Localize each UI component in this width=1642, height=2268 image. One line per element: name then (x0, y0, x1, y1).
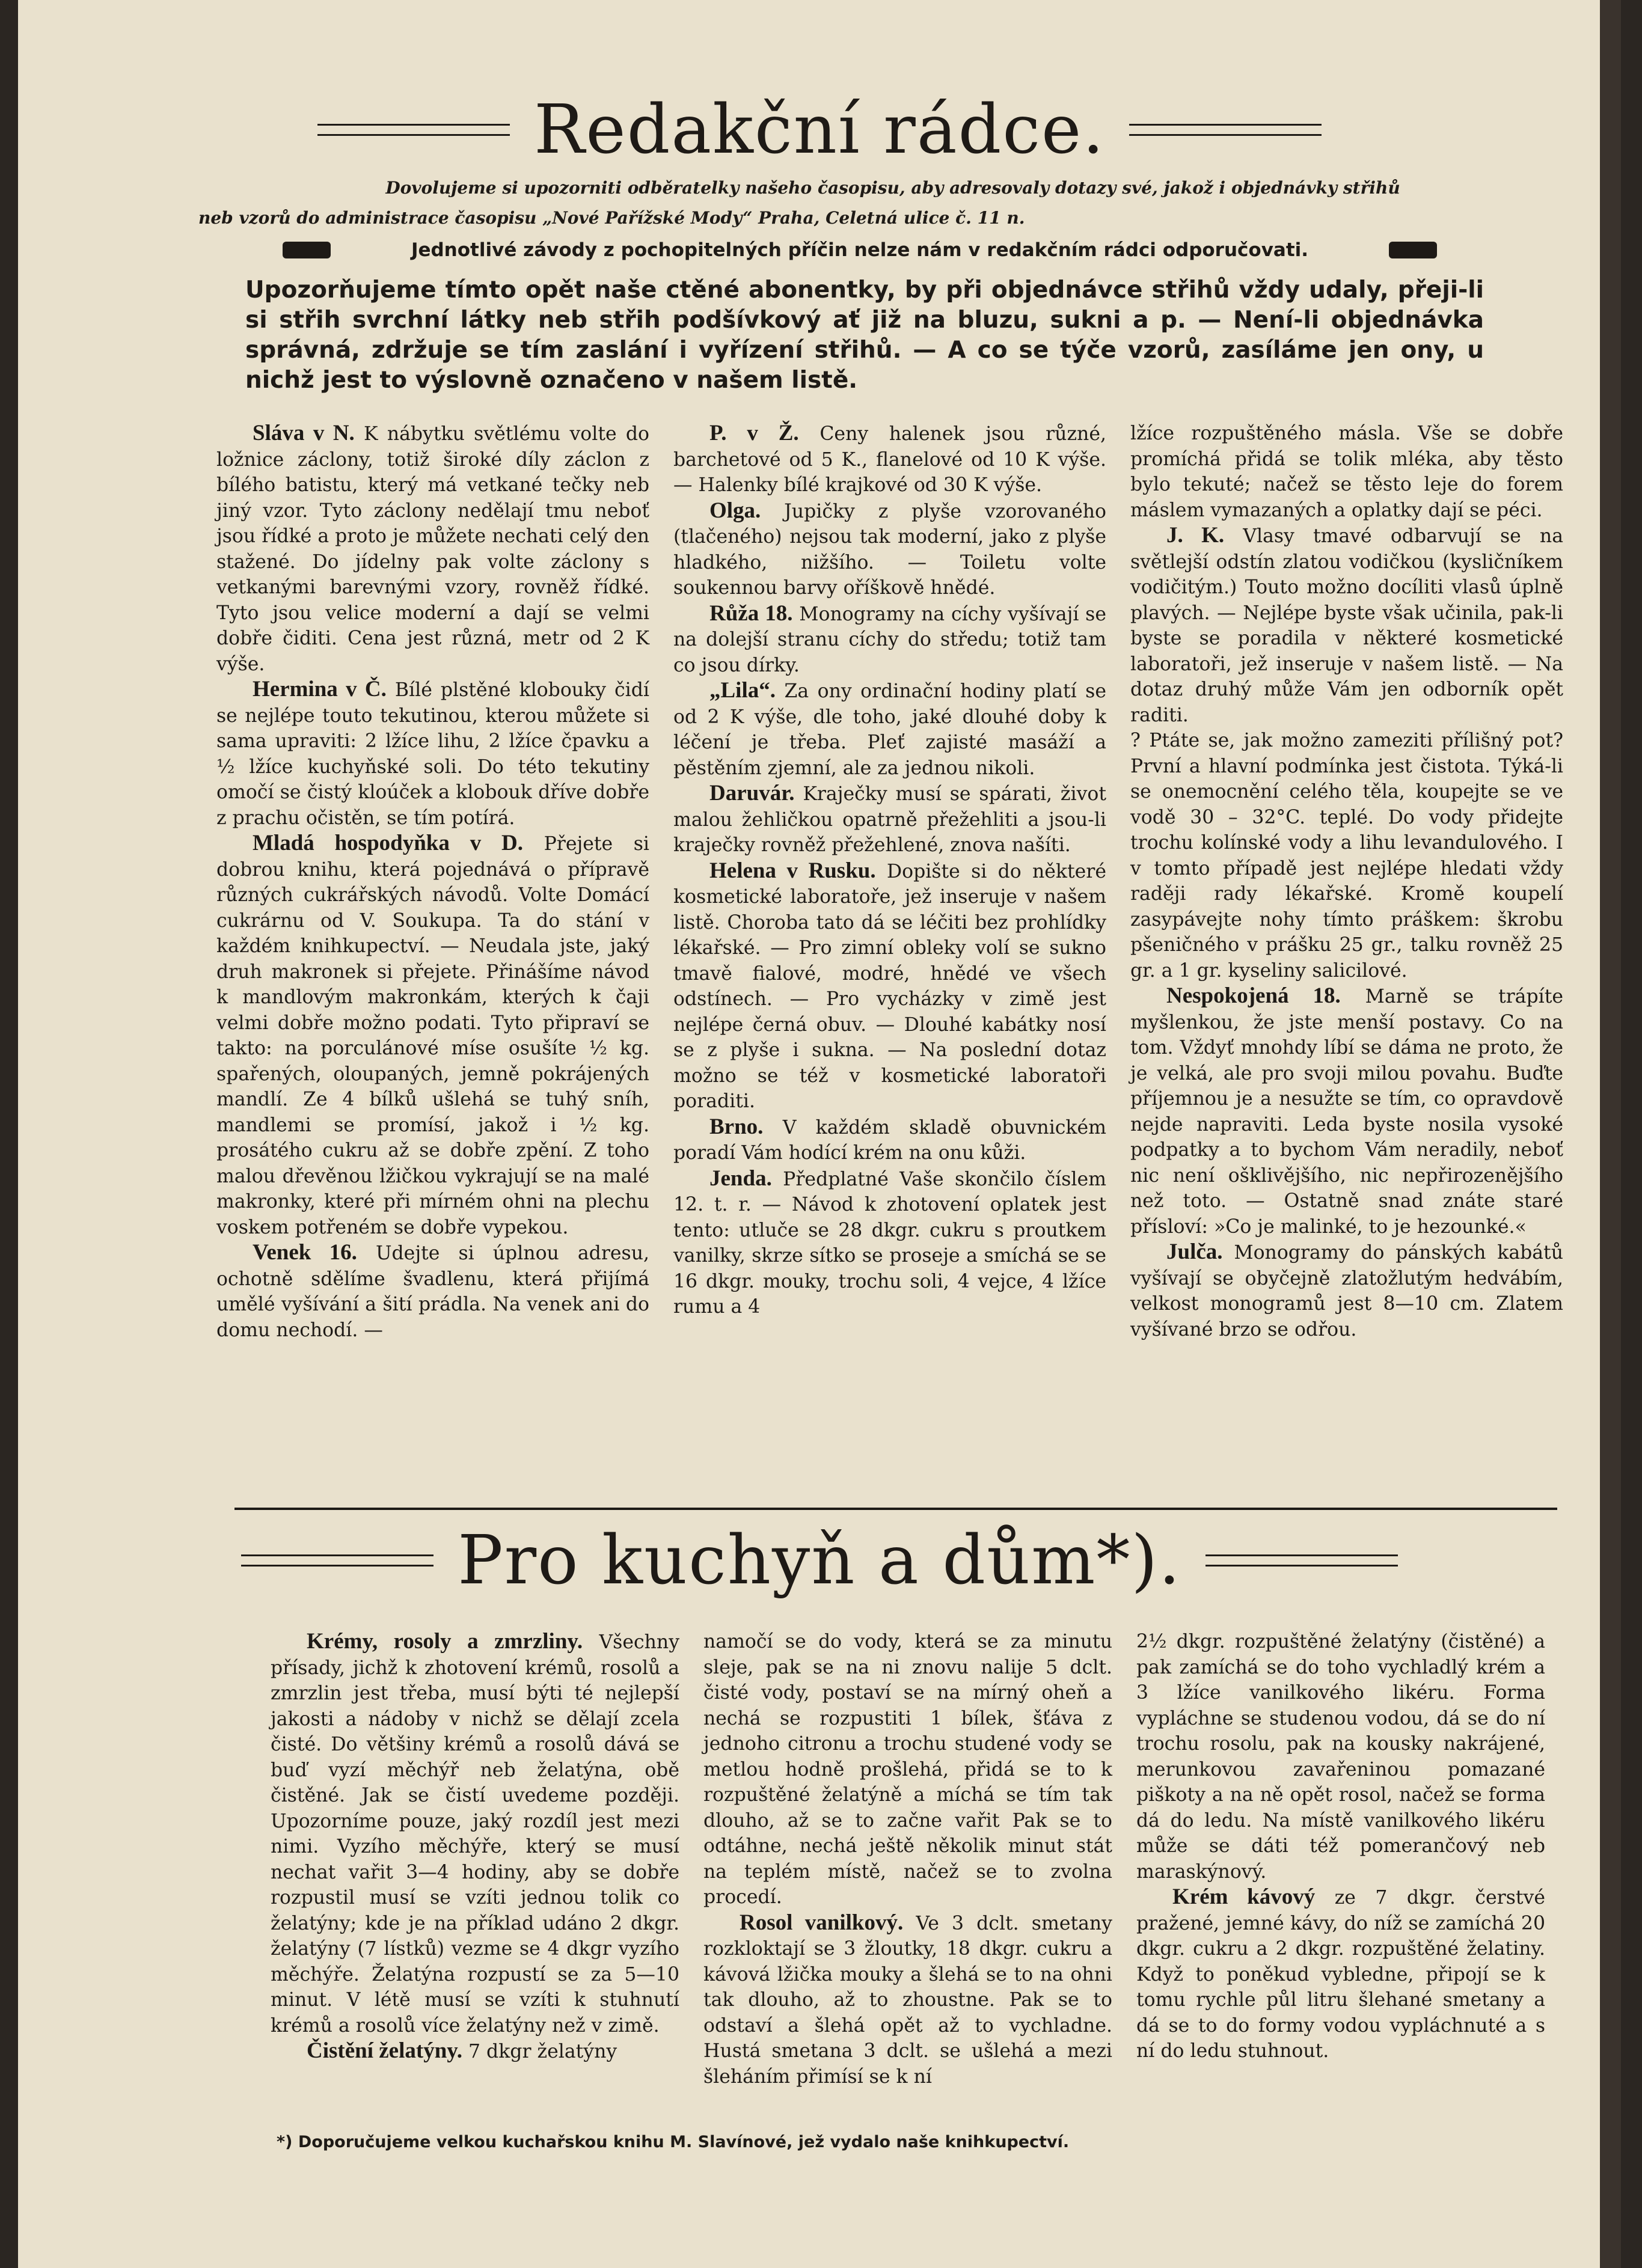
pointing-hand-icon (283, 242, 331, 258)
entry-text: Všechny přísady, jichž k zhotovení krémů, rosolů a zmrzlin jest třeba, musí býti té nejlepší jakosti a nádoby v nichž se dělají zcela čisté. Do většiny krémů a rosolů dává se buď vyzí měchýř neb želatýna, obě čistěné. Jak se čistí uvedeme později. Upozorníme pouze, jaký rozdíl jest mezi nimi. Vyzího měchýře, který se musí nechat vařit 3—4 hodiny, aby se dobře rozpustil musí se vzíti jednou tolik co želatýny; kde je na příklad udáno 2 dkgr. želatýny (7 lístků) vezme se 4 dkgr vyzího měchýře. Želatýna rozpustí se za 5—10 minut. V létě musí se vzíti k stuhnutí krémů a rosolů více želatýny než v zimě. (271, 1631, 679, 2037)
entry-paragraph (673, 1114, 1106, 1166)
entry-text: 7 dkgr želatýny (468, 2041, 617, 2062)
entry-paragraph (1136, 1884, 1545, 2064)
entry-heading: Krém kávový (1172, 1884, 1316, 1909)
entry-text: Marně se trápíte myšlenkou, že jste menší postavy. Co na tom. Vždyť mnohdy líbí se dáma ne proto, že je velká, ale pro svoji milou povahu. Buďte příjemnou je a nesužte se tím, co opravdově nejde napraviti. Leda byste nosila vysoké podpatky a to bychom Vám neradily, neboť nic není ošklivějšího, nic nepřirozenějšího než toto. — Ostatně snad znáte staré přísloví: »Co je malinké, to je hezounké.« (1130, 986, 1563, 1238)
entry-text: ze 7 dkgr. čerstvé pražené, jemné kávy, do níž se zamíchá 20 dkgr. cukru a 2 dkgr. rozpuštěné želatiny. Když to poněkud vybledne, připojí se k tomu rychle půl litru šlehané smetany a dá se to do formy vodou vypláchnuté a s ní do ledu stuhnout. (1136, 1887, 1545, 2062)
subscriber-notice: Upozorňujeme tímto opět naše ctěné abonentky, by při objednávce střihů vždy udaly, přeji-li si střih svrchní látky neb střih podšívkový ať již na bluzu, sukni a p. — Není-li objednávka správná, zdržuje se tím zaslání i vyřízení střihů. — A co se týče vzorů, zasíláme jen ony, u nichž jest to výslovně označeno v našem listě. (245, 277, 1484, 394)
page-edge (1600, 0, 1621, 2268)
magazine-page (18, 0, 1621, 2268)
entry-text: Udejte si úplnou adresu, ochotně sdělíme švadlenu, která přijímá umělé vyšívání a šití prádla. Na venek ani do domu nechodí. — (216, 1243, 650, 1341)
notice-line-2: neb vzorů do administrace časopisu „Nové Pařížské Mody“ Praha, Celetná ulice č. 11 n. (198, 208, 1025, 228)
entry-text: 2½ dkgr. rozpuštěné želatýny (čistěné) a pak zamíchá se do toho vychladlý krém a 3 lžíce vanilkového likéru. Forma vypláchne se studenou vodou, dá se do ní trochu rosolu, pak na kousky nakrájené, merunkovou zavařeninou pomazané piškoty a na ně opět rosol, načež se forma dá do ledu. Na místě vanilkového likéru může se dáti též pomerančový neb maraskýnový. (1136, 1631, 1545, 1883)
entry-text: lžíce rozpuštěného másla. Vše se dobře promíchá přidá se tolik mléka, aby těsto bylo tekuté; načež se těsto leje do forem máslem vymazaných a oplatky dají se péci. (1130, 423, 1563, 521)
entry-heading: Nespokojená 18. (1166, 983, 1341, 1008)
advice-column-3 (1130, 421, 1563, 1342)
entry-heading: Brno. (709, 1114, 764, 1139)
entry-paragraph (673, 678, 1106, 781)
entry-heading: Helena v Rusku. (709, 858, 876, 883)
footnote: *) Doporučujeme velkou kuchařskou knihu M. Slavínové, jež vydalo naše knihkupectví. (277, 2133, 1070, 2151)
entry-paragraph (216, 831, 649, 1240)
entry-text: namočí se do vody, která se za minutu sleje, pak se na ni znovu nalije 5 dclt. čisté vody, postaví se na mírný oheň a nechá se rozpustiti 1 bílek, šťáva z jednoho citronu a trochu studené vody se metlou hodně prošlehá, přidá se to k rozpuštěné želatýně a míchá se tím tak dlouho, až se to začne vařit Pak se to odtáhne, nechá ještě několik minut stát na teplém místě, načež se to zvolna procedí. (703, 1631, 1112, 1908)
section-title-row (18, 91, 1621, 169)
entry-paragraph (673, 421, 1106, 498)
entry-text: Jupičky z plyše vzorovaného (tlačeného) nejsou tak moderní, jako z plyše hladkého, nižšího. — Toiletu volte soukennou barvy oříškově hnědé. (673, 500, 1106, 599)
entry-paragraph (1130, 523, 1563, 728)
entry-paragraph (1130, 1239, 1563, 1342)
section-title-row (18, 1521, 1621, 1600)
page-binding (0, 0, 18, 2268)
kitchen-column-2 (703, 1629, 1112, 2089)
entry-heading: Sláva v N. (253, 421, 355, 445)
entry-text: Ceny halenek jsou různé, barchetové od 5 K., flanelové od 10 K výše. — Halenky bílé krajkové od 30 K výše. (673, 423, 1106, 496)
title-rule-left (241, 1554, 433, 1567)
entry-text: Dopište si do některé kosmetické laboratoře, jež inseruje v našem listě. Choroba tato dá se léčiti bez prohlídky lékařské. — Pro zimní obleky volí se sukno tmavě fialové, modré, hnědé ve všech odstínech. — Pro vycházky v zimě jest nejlépe černá obuv. — Dlouhé kabátky nosí se z plyše i sukna. — Na poslední dotaz možno se též v kosmetické laboratoři poraditi. (673, 860, 1107, 1112)
section-divider (234, 1508, 1557, 1510)
advice-column-2 (673, 421, 1106, 1320)
entry-text: V každém skladě obuvnickém poradí Vám hodící krém na onu kůži. (673, 1116, 1107, 1164)
entry-heading: Julča. (1166, 1239, 1223, 1264)
entry-heading: Růža 18. (709, 601, 793, 626)
entry-text: Přejete si dobrou knihu, která pojednává o přípravě různých cukrářských návodů. Volte Domácí cukrárnu od V. Soukupa. Ta do stání v každém knihkupectví. — Neudala jste, jaký druh makronek si přejete. Přinášíme návod k mandlovým makronkám, kterých k čaji velmi dobře možno podati. Tyto připraví se takto: na porculánové míse osušíte ½ kg. spařených, oloupaných, jemně pokrájených mandlí. Ze 4 bílků ušlehá se tuhý sníh, mandlemi se promísí, jakož i ½ kg. prosátého cukru až se dobře zpění. Z toho malou dřevěnou lžičkou vykrajují se na malé makronky, které při mírném ohni na plechu voskem potřeném se dobře vypekou. (216, 833, 649, 1238)
entry-paragraph (216, 421, 649, 677)
entry-paragraph (673, 1166, 1106, 1320)
notice-line-1: Dovolujeme si upozorniti odběratelky našeho časopisu, aby adresovaly dotazy své, jakož i objednávky střihů (385, 178, 1400, 198)
entry-text: Předplatné Vaše skončilo číslem 12. t. r. — Návod k zhotovení oplatek jest tento: utluče se 28 dkgr. cukru s proutkem vanilky, skrze sítko se proseje a smíchá se se 16 dkgr. mouky, trochu soli, 4 vejce, 4 lžíce rumu a 4 (673, 1168, 1107, 1318)
entry-heading: Rosol vanilkový. (740, 1910, 904, 1935)
entry-text: K nábytku světlému volte do ložnice záclony, totiž široké díly záclon z bílého batistu, který má vetkané tečky neb jiný vzor. Tyto záclony nedělají tmu neboť jsou řídké a proto je můžete nechati celý den stažené. Do jídelny pak volte záclony s vetkanými barevnými vzory, rovněž řídké. Tyto jsou velice moderní a dají se velmi dobře čiditi. Cena jest různá, metr od 2 K výše. (216, 423, 650, 675)
kitchen-column-1 (271, 1629, 679, 2065)
entry-heading: Hermina v Č. (253, 677, 387, 701)
entry-text: Ve 3 dclt. smetany rozkloktají se 3 žloutky, 18 dkgr. cukru a kávová lžička mouky a šlehá se to na ohni tak dlouho, až to zhoustne. Pak se to odstaví a šlehá opět až to vychladne. Hustá smetana 3 dclt. se ušlehá a mezi šleháním přimísí se k ní (703, 1912, 1112, 2088)
entry-heading: Krémy, rosoly a zmrzliny. (307, 1629, 583, 1654)
entry-heading: Čistění želatýny. (307, 2038, 462, 2063)
kitchen-column-3 (1136, 1629, 1545, 2064)
entry-paragraph (673, 498, 1106, 601)
entry-text: Bílé plstěné klobouky čidí se nejlépe touto tekutinou, kterou můžete si sama upraviti: 2 lžíce lihu, 2 lžíce čpavku a ½ lžíce kuchyňské soli. Do této tekutiny omočí se čistý kloúček a klobouk dříve dobře z prachu očistěn, se tím potírá. (216, 679, 649, 829)
entry-paragraph (1130, 728, 1563, 983)
title-rule-right (1129, 124, 1322, 136)
entry-heading: „Lila“. (709, 678, 776, 703)
entry-paragraph (673, 781, 1106, 858)
entry-heading: Jenda. (709, 1166, 772, 1191)
section-title-redakcni-radce: Redakční rádce. (534, 91, 1105, 169)
entry-text: Vlasy tmavé odbarvují se na světlejší odstín zlatou vodičkou (kysličníkem vodičitým.) Touto možno docíliti vlasů úplně plavých. — Nejlépe byste však učinila, pak-li byste se poradila v některé kosmetické laboratoři, jež inseruje v našem listě. — Na dotaz druhý může Vám jen odborník opět raditi. (1130, 525, 1563, 726)
entry-paragraph (216, 1240, 649, 1343)
entry-heading: Venek 16. (253, 1240, 357, 1265)
entry-text: Kraječky musí se spárati, život malou žehličkou opatrně přežehliti a jsou-li kraječky rovněž přežehlené, znova našíti. (673, 783, 1106, 856)
entry-heading: Mladá hospodyňka v D. (253, 831, 523, 855)
entry-paragraph (271, 1629, 679, 2038)
entry-heading: J. K. (1166, 523, 1225, 548)
title-rule-right (1205, 1554, 1398, 1567)
footnote-marker: *). (1096, 1521, 1181, 1600)
advice-column-1 (216, 421, 649, 1343)
entry-paragraph (1130, 421, 1563, 523)
entry-heading: Olga. (709, 498, 761, 523)
entry-heading: P. v Ž. (709, 421, 799, 445)
entry-text: Za ony ordinační hodiny platí se od 2 K výše, dle toho, jaké dlouhé doby k léčení je třeba. Pleť zajisté masáží a pěstěním zjemní, ale za jednou nikoli. (673, 680, 1106, 779)
entry-paragraph (1136, 1629, 1545, 1884)
entry-paragraph (673, 858, 1106, 1114)
entry-paragraph (216, 677, 649, 831)
entry-paragraph (703, 1910, 1112, 2090)
entry-text: Monogramy do pánských kabátů vyšívají se obyčejně zlatožlutým hedvábím, velkost monogramů jest 8—10 cm. Zlatem vyšívané brzo se odřou. (1130, 1242, 1563, 1340)
section-title-text: Pro kuchyň a dům (458, 1521, 1097, 1600)
entry-paragraph (703, 1629, 1112, 1910)
entry-heading: Daruvár. (709, 781, 795, 805)
title-rule-left (317, 124, 510, 136)
section-title-pro-kuchyn (458, 1521, 1181, 1600)
entry-text: ? Ptáte se, jak možno zameziti přílišný pot? První a hlavní podmínka jest čistota. Týká-li se onemocnění celého těla, koupejte se ve vodě 30 – 32°C. teplé. Do vody přidejte trochu kolínské vody a lihu levandulového. I v tomto případě jest nejlépe hledati vždy raději rady lékařské. Kromě koupelí zasypávejte nohy tímto práškem: škrobu pšeničného v prášku 25 gr., talku rovněž 25 gr. a 1 gr. kyseliny salicilové. (1130, 730, 1563, 982)
warning-text: Jednotlivé závody z pochopitelných příčin nelze nám v redakčním rádci odporučovati. (411, 239, 1309, 261)
entry-paragraph (673, 601, 1106, 679)
warning-line (283, 239, 1437, 261)
entry-paragraph (1130, 983, 1563, 1239)
pointing-hand-icon (1389, 242, 1437, 258)
entry-paragraph (271, 2038, 679, 2065)
entry-text: Monogramy na cíchy vyšívají se na dolejší stranu cíchy do středu; totiž tam co jsou dírky. (673, 603, 1106, 676)
